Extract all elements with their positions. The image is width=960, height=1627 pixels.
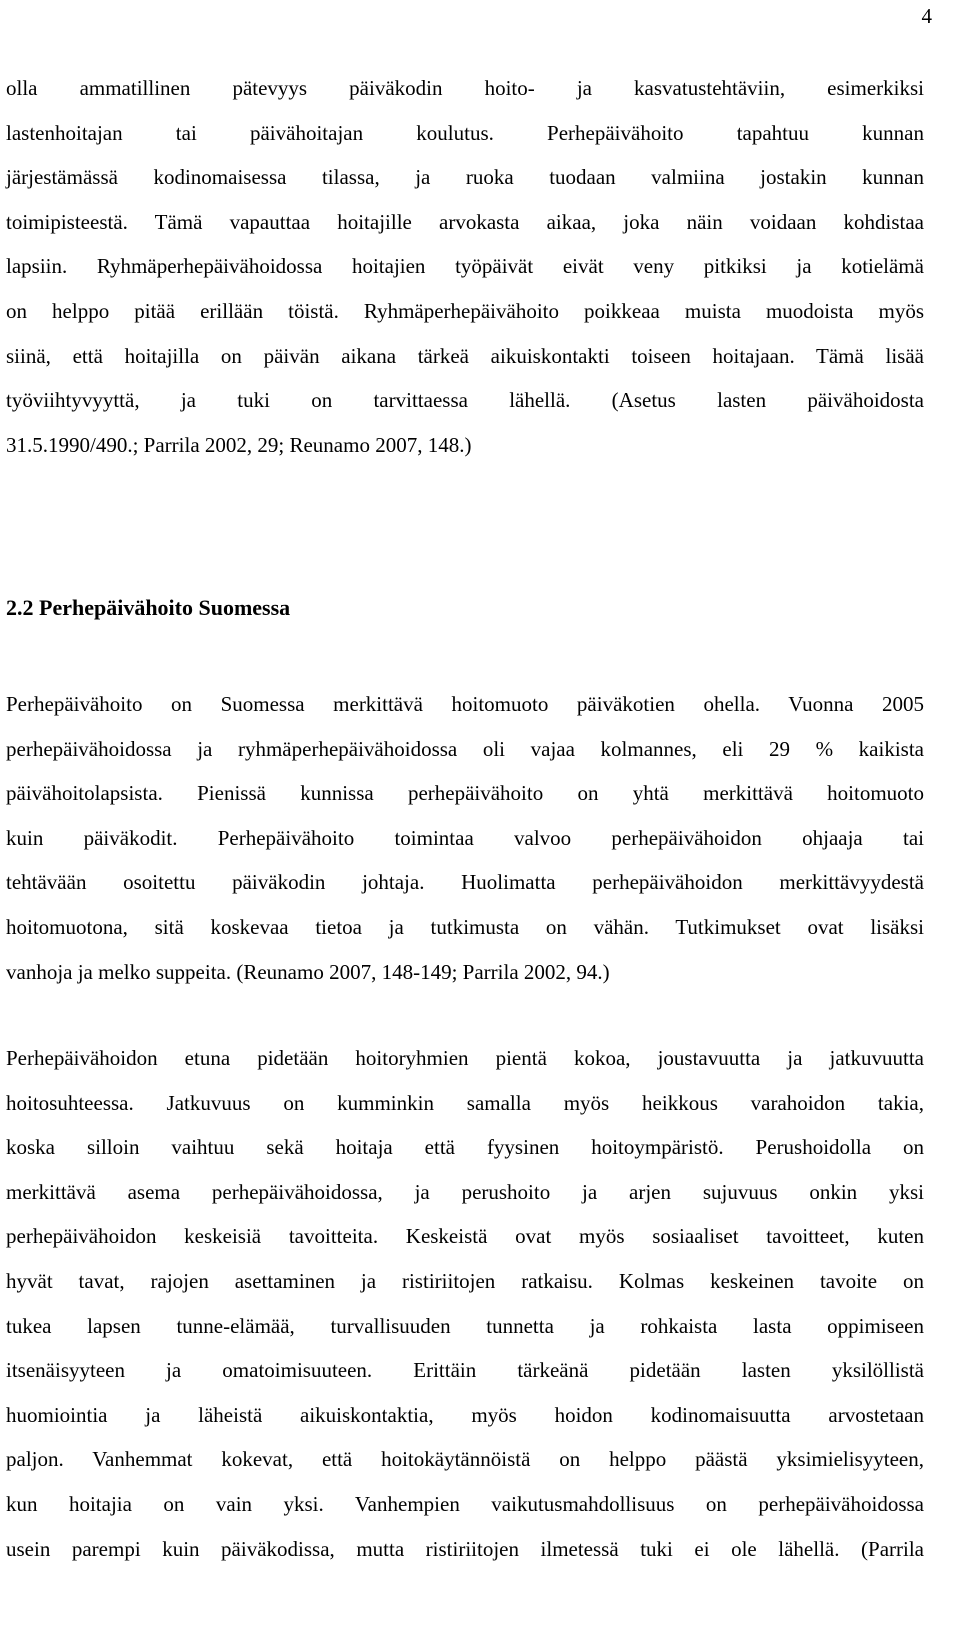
text-line: toimipisteestä. Tämä vapauttaa hoitajille arvokasta aikaa, joka näin voidaan kohdistaa [6,209,924,234]
text-line: tehtävään osoitettu päiväkodin johtaja. Huolimatta perhepäivähoidon merkittävyydestä [6,870,924,895]
text-line: hyvät tavat, rajojen asettaminen ja ristiriitojen ratkaisu. Kolmas keskeinen tavoite on [6,1268,924,1293]
paragraph-intro [6,66,924,467]
text-line: koska silloin vaihtuu sekä hoitaja että fyysinen hoitoympäristö. Perushoidolla on [6,1135,924,1160]
text-line: merkittävä asema perhepäivähoidossa, ja perushoito ja arjen sujuvuus onkin yksi [6,1179,924,1204]
text-line: olla ammatillinen pätevyys päiväkodin hoito- ja kasvatustehtäviin, esimerkiksi [6,76,924,100]
text-line: järjestämässä kodinomaisessa tilassa, ja ruoka tuodaan valmiina jostakin kunnan [6,165,924,190]
text-line: Perhepäivähoidon etuna pidetään hoitoryhmien pientä kokoa, joustavuutta ja jatkuvuutta [6,1046,924,1070]
text-line: hoitomuotona, sitä koskevaa tietoa ja tutkimusta on vähän. Tutkimukset ovat lisäksi [6,914,924,939]
paragraph-benefits [6,1036,924,1571]
text-line: vanhoja ja melko suppeita. (Reunamo 2007, 148-149; Parrila 2002, 94.) [6,959,610,984]
text-line: Perhepäivähoito on Suomessa merkittävä hoitomuoto päiväkotien ohella. Vuonna 2005 [6,692,924,716]
text-line: perhepäivähoidon keskeisiä tavoitteita. Keskeistä ovat myös sosiaaliset tavoitteet, kuten [6,1224,924,1249]
text-line: kuin päiväkodit. Perhepäivähoito toimintaa valvoo perhepäivähoidon ohjaaja tai [6,825,924,850]
text-line: on helppo pitää erillään töistä. Ryhmäperhepäivähoito poikkeaa muista muodoista myös [6,298,924,323]
text-line: työviihtyvyyttä, ja tuki on tarvittaessa lähellä. (Asetus lasten päivähoidosta [6,388,924,413]
text-line: siinä, että hoitajilla on päivän aikana tärkeä aikuiskontakti toiseen hoitajaan. Tämä lisää [6,343,924,368]
text-line: lastenhoitajan tai päivähoitajan koulutus. Perhepäivähoito tapahtuu kunnan [6,120,924,145]
paragraph-finland [6,682,924,994]
text-line: kun hoitajia on vain yksi. Vanhempien vaikutusmahdollisuus on perhepäivähoidossa [6,1491,924,1516]
text-line: päivähoitolapsista. Pienissä kunnissa perhepäivähoito on yhtä merkittävä hoitomuoto [6,781,924,806]
text-line: perhepäivähoidossa ja ryhmäperhepäivähoidossa oli vajaa kolmannes, eli 29 % kaikista [6,736,924,761]
text-line: lapsiin. Ryhmäperhepäivähoidossa hoitajien työpäivät eivät veny pitkiksi ja kotielämä [6,254,924,279]
text-line: tukea lapsen tunne-elämää, turvallisuuden tunnetta ja rohkaista lasta oppimiseen [6,1313,924,1338]
text-line: hoitosuhteessa. Jatkuvuus on kumminkin samalla myös heikkous varahoidon takia, [6,1090,924,1115]
text-line: paljon. Vanhemmat kokevat, että hoitokäytännöistä on helppo päästä yksimielisyyteen, [6,1447,924,1472]
text-line: 31.5.1990/490.; Parrila 2002, 29; Reunamo 2007, 148.) [6,432,472,457]
text-line: itsenäisyyteen ja omatoimisuuteen. Erittäin tärkeänä pidetään lasten yksilöllistä [6,1358,924,1383]
text-line: huomiointia ja läheistä aikuiskontaktia, myös hoidon kodinomaisuutta arvostetaan [6,1402,924,1427]
section-heading: 2.2 Perhepäivähoito Suomessa [6,595,291,620]
text-line: usein parempi kuin päiväkodissa, mutta ristiriitojen ilmetessä tuki ei ole lähellä. (Parrila [6,1536,924,1561]
page-number: 4 [921,4,932,28]
